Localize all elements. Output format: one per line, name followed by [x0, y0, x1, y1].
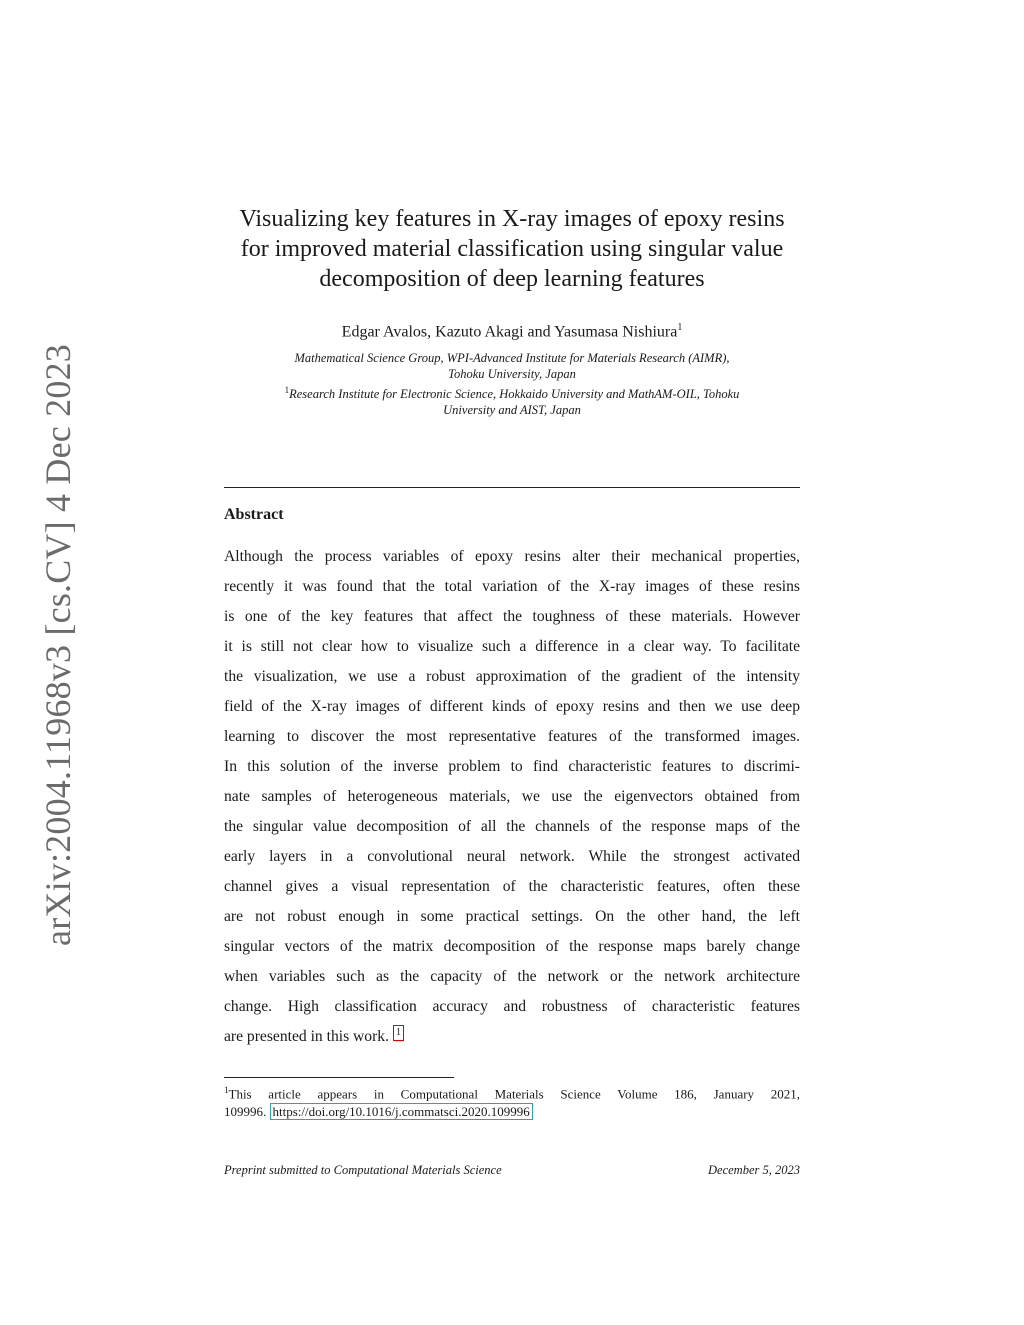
abstract-line: Although the process variables of epoxy resins alter their mechanical properties,: [224, 548, 800, 565]
title-line: decomposition of deep learning features: [319, 266, 705, 292]
abstract-line: early layers in a convolutional neural network. While the strongest activated: [224, 848, 800, 865]
abstract-line: the singular value decomposition of all the channels of the response maps of the: [224, 818, 800, 835]
abstract-body: [224, 542, 800, 1052]
footnote-line: [224, 1081, 800, 1103]
footnote-marker: 1: [224, 1085, 229, 1095]
affiliation-marker: 1: [284, 385, 290, 395]
preprint-date: December 5, 2023: [708, 1163, 800, 1177]
abstract-line: change. High classification accuracy and robustness of characteristic features: [224, 998, 800, 1015]
doi-link[interactable]: https://doi.org/10.1016/j.commatsci.2020.109996: [270, 1103, 533, 1120]
preprint-footer: [224, 1163, 800, 1178]
abstract-line: singular vectors of the matrix decomposition of the response maps barely change: [224, 938, 800, 955]
abstract-line: nate samples of heterogeneous materials, we use the eigenvectors obtained from: [224, 788, 800, 805]
affiliation-line: Tohoku University, Japan: [448, 367, 576, 381]
abstract-line: In this solution of the inverse problem to find characteristic features to discrimi-: [224, 758, 800, 775]
affiliation-line: Mathematical Science Group, WPI-Advanced Institute for Materials Research (AIMR),: [294, 351, 730, 365]
abstract-line: are not robust enough in some practical settings. On the other hand, the left: [224, 908, 800, 925]
abstract-heading: Abstract: [224, 506, 284, 523]
abstract-line: it is still not clear how to visualize such a difference in a clear way. To facilitate: [224, 638, 800, 655]
abstract-line: channel gives a visual representation of the characteristic features, often these: [224, 878, 800, 895]
arxiv-identifier-text: arXiv:2004.11968v3 [cs.CV] 4 Dec 2023: [38, 344, 78, 946]
author-names: Edgar Avalos, Kazuto Akagi and Yasumasa Nishiura: [341, 323, 678, 341]
author-affiliation-marker: 1: [677, 322, 683, 333]
abstract-line: when variables such as the capacity of the network or the network architecture: [224, 968, 800, 985]
affiliation-text: Research Institute for Electronic Science, Hokkaido University and MathAM-OIL, Tohoku: [289, 387, 740, 402]
affiliation-line: University and AIST, Japan: [443, 403, 581, 418]
abstract-line: field of the X-ray images of different kinds of epoxy resins and then we use deep: [224, 698, 800, 715]
footnote-article-number: 109996.: [224, 1104, 267, 1120]
title-line: Visualizing key features in X-ray images of epoxy resins: [239, 206, 785, 232]
abstract-line: [224, 1022, 800, 1052]
footnote-reference-link[interactable]: 1: [393, 1025, 404, 1041]
abstract-line: is one of the key features that affect the toughness of these materials. However: [224, 608, 800, 625]
abstract-line: recently it was found that the total variation of the X-ray images of these resins: [224, 578, 800, 595]
author-list: [224, 318, 800, 342]
abstract-line: learning to discover the most representative features of the transformed images.: [224, 728, 800, 745]
footnote-rule: [224, 1077, 454, 1078]
abstract-line: the visualization, we use a robust approximation of the gradient of the intensity: [224, 668, 800, 685]
arxiv-identifier-stamp: [38, 344, 78, 946]
title-line: for improved material classification using singular value: [240, 236, 784, 262]
affiliations: [224, 350, 800, 418]
affiliation-line: [224, 382, 800, 402]
abstract-top-rule: [224, 487, 800, 488]
paper-title: [224, 204, 800, 294]
footnote-text: This article appears in Computational Materials Science Volume 186, January 2021,: [228, 1086, 800, 1102]
abstract-last-line-text: are presented in this work.: [224, 1028, 389, 1045]
preprint-journal: Preprint submitted to Computational Materials Science: [224, 1163, 502, 1177]
footnote: [224, 1081, 800, 1121]
footnote-line: [224, 1103, 800, 1121]
